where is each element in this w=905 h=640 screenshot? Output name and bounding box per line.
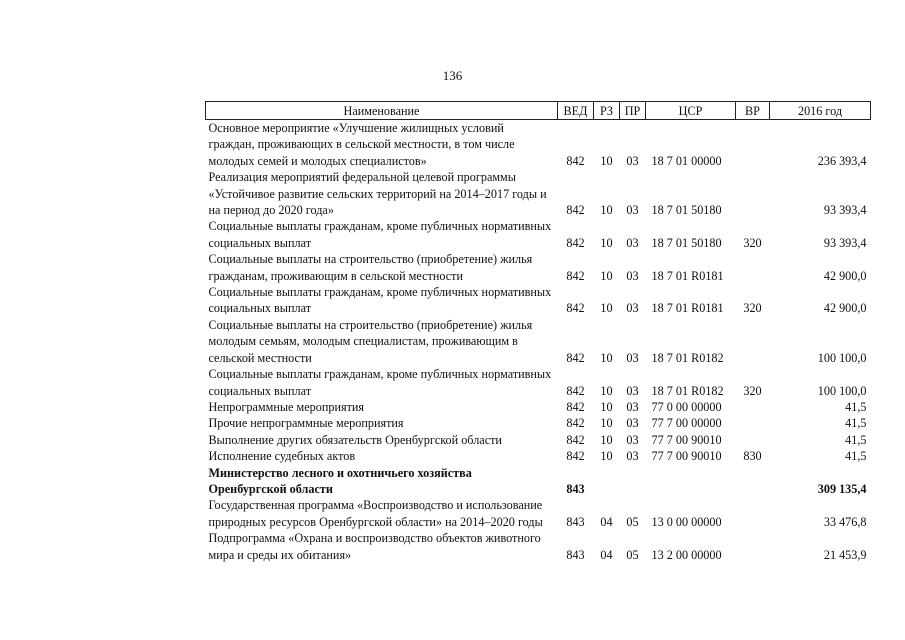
cell-vr bbox=[736, 415, 770, 431]
cell-name: Прочие непрограммные мероприятия bbox=[208, 416, 404, 431]
cell-rz: 10 bbox=[600, 383, 613, 398]
cell-rz: 04 bbox=[600, 547, 613, 562]
cell-pr: 03 bbox=[626, 235, 639, 250]
cell-rz: 10 bbox=[600, 449, 613, 464]
cell-pr: 03 bbox=[626, 350, 639, 365]
table-row bbox=[206, 399, 871, 415]
cell-vr bbox=[736, 530, 770, 563]
cell-name: Социальные выплаты на строительство (приобретение) жилья молодым семьям, молодым специалистам, проживающим в сельской местности bbox=[208, 317, 533, 365]
cell-rz: 10 bbox=[600, 235, 613, 250]
cell-ved: 842 bbox=[566, 449, 585, 464]
table-row bbox=[206, 415, 871, 431]
cell-csr bbox=[646, 465, 736, 498]
cell-ved: 842 bbox=[566, 383, 585, 398]
table-row bbox=[206, 465, 871, 498]
cell-name: Непрограммные мероприятия bbox=[208, 399, 365, 414]
table-row bbox=[206, 448, 871, 464]
cell-csr: 13 2 00 00000 bbox=[651, 547, 722, 562]
cell-name: Социальные выплаты гражданам, кроме публичных нормативных социальных выплат bbox=[208, 285, 552, 316]
cell-ved: 842 bbox=[566, 432, 585, 447]
cell-csr: 18 7 01 R0182 bbox=[651, 383, 724, 398]
cell-vr bbox=[736, 497, 770, 530]
cell-ved: 842 bbox=[566, 301, 585, 316]
cell-csr: 18 7 01 R0181 bbox=[651, 301, 724, 316]
cell-sum: 309 135,4 bbox=[817, 481, 867, 496]
cell-pr: 03 bbox=[626, 268, 639, 283]
header-year: 2016 год bbox=[770, 102, 871, 120]
cell-sum: 41,5 bbox=[845, 432, 867, 447]
cell-vr bbox=[736, 120, 770, 170]
cell-sum: 33 476,8 bbox=[823, 514, 867, 529]
header-ved: ВЕД bbox=[558, 102, 594, 120]
cell-csr: 18 7 01 R0182 bbox=[651, 350, 724, 365]
table-row bbox=[206, 251, 871, 284]
cell-ved: 842 bbox=[566, 350, 585, 365]
cell-csr: 18 7 01 50180 bbox=[651, 235, 722, 250]
table-row bbox=[206, 120, 871, 170]
cell-vr bbox=[736, 169, 770, 218]
cell-sum: 100 100,0 bbox=[817, 383, 867, 398]
cell-csr: 77 7 00 00000 bbox=[651, 416, 722, 431]
cell-ved: 842 bbox=[566, 416, 585, 431]
cell-rz: 10 bbox=[600, 350, 613, 365]
header-pr: ПР bbox=[620, 102, 646, 120]
cell-sum: 93 393,4 bbox=[823, 235, 867, 250]
table-row bbox=[206, 432, 871, 448]
cell-rz: 10 bbox=[600, 153, 613, 168]
cell-rz: 10 bbox=[600, 416, 613, 431]
cell-rz bbox=[594, 465, 620, 498]
cell-ved: 842 bbox=[566, 235, 585, 250]
table-row bbox=[206, 366, 871, 399]
cell-rz: 10 bbox=[600, 203, 613, 218]
cell-pr: 03 bbox=[626, 416, 639, 431]
cell-csr: 77 7 00 90010 bbox=[651, 449, 722, 464]
table-row bbox=[206, 530, 871, 563]
cell-ved: 842 bbox=[566, 153, 585, 168]
cell-sum: 93 393,4 bbox=[823, 203, 867, 218]
cell-ved: 842 bbox=[566, 268, 585, 283]
cell-rz: 10 bbox=[600, 432, 613, 447]
cell-pr: 03 bbox=[626, 449, 639, 464]
cell-ved: 843 bbox=[566, 547, 585, 562]
cell-vr bbox=[736, 399, 770, 415]
cell-csr: 77 7 00 90010 bbox=[651, 432, 722, 447]
cell-sum: 41,5 bbox=[845, 416, 867, 431]
cell-csr: 18 7 01 00000 bbox=[651, 153, 722, 168]
cell-ved: 842 bbox=[566, 399, 585, 414]
cell-csr: 77 0 00 00000 bbox=[651, 399, 722, 414]
cell-pr: 05 bbox=[626, 514, 639, 529]
cell-pr: 03 bbox=[626, 383, 639, 398]
header-vr: ВР bbox=[736, 102, 770, 120]
cell-ved: 843 bbox=[566, 514, 585, 529]
table-row bbox=[206, 497, 871, 530]
cell-name: Социальные выплаты гражданам, кроме публичных нормативных социальных выплат bbox=[208, 219, 552, 250]
cell-rz: 10 bbox=[600, 301, 613, 316]
cell-sum: 42 900,0 bbox=[823, 301, 867, 316]
cell-vr bbox=[736, 432, 770, 448]
cell-vr: 320 bbox=[743, 235, 762, 250]
table-row bbox=[206, 284, 871, 317]
cell-sum: 41,5 bbox=[845, 399, 867, 414]
table-body bbox=[206, 120, 871, 563]
cell-sum: 100 100,0 bbox=[817, 350, 867, 365]
cell-sum: 236 393,4 bbox=[817, 153, 867, 168]
budget-table bbox=[205, 101, 871, 563]
cell-rz: 10 bbox=[600, 399, 613, 414]
cell-vr: 320 bbox=[743, 383, 762, 398]
table-header bbox=[206, 102, 871, 120]
page-number: 136 bbox=[442, 68, 463, 83]
cell-pr: 03 bbox=[626, 301, 639, 316]
cell-name: Социальные выплаты на строительство (приобретение) жилья гражданам, проживающим в сельской местности bbox=[208, 252, 533, 283]
cell-csr: 13 0 00 00000 bbox=[651, 514, 722, 529]
header-rz: РЗ bbox=[594, 102, 620, 120]
header-name: Наименование bbox=[206, 102, 558, 120]
cell-sum: 21 453,9 bbox=[823, 547, 867, 562]
cell-csr: 18 7 01 50180 bbox=[651, 203, 722, 218]
cell-pr: 03 bbox=[626, 203, 639, 218]
cell-rz: 04 bbox=[600, 514, 613, 529]
table-row bbox=[206, 169, 871, 218]
cell-name: Выполнение других обязательств Оренбургской области bbox=[208, 432, 502, 447]
cell-pr: 03 bbox=[626, 432, 639, 447]
cell-vr: 320 bbox=[743, 301, 762, 316]
cell-ved: 842 bbox=[566, 203, 585, 218]
cell-vr bbox=[736, 251, 770, 284]
cell-vr: 830 bbox=[743, 449, 762, 464]
cell-name: Государственная программа «Воспроизводство и использование природных ресурсов Оренбургской области» на 2014–2020 годы bbox=[208, 498, 543, 529]
cell-name: Министерство лесного и охотничьего хозяйства Оренбургской области bbox=[208, 465, 472, 496]
cell-rz: 10 bbox=[600, 268, 613, 283]
cell-pr: 05 bbox=[626, 547, 639, 562]
header-csr: ЦСР bbox=[646, 102, 736, 120]
cell-name: Социальные выплаты гражданам, кроме публичных нормативных социальных выплат bbox=[208, 367, 552, 398]
table-row bbox=[206, 317, 871, 366]
cell-sum: 41,5 bbox=[845, 449, 867, 464]
cell-pr: 03 bbox=[626, 153, 639, 168]
cell-name: Реализация мероприятий федеральной целевой программы «Устойчивое развитие сельских территорий на 2014–2017 годы и на период до 2020 года» bbox=[208, 170, 547, 218]
cell-vr bbox=[736, 317, 770, 366]
cell-name: Основное мероприятие «Улучшение жилищных условий граждан, проживающих в сельской местности, в том числе молодых семей и молодых специалистов» bbox=[208, 121, 515, 168]
cell-vr bbox=[736, 465, 770, 498]
cell-csr: 18 7 01 R0181 bbox=[651, 268, 724, 283]
cell-ved: 843 bbox=[566, 481, 585, 496]
cell-name: Подпрограмма «Охрана и воспроизводство объектов животного мира и среды их обитания» bbox=[208, 531, 541, 562]
table-row bbox=[206, 218, 871, 251]
cell-pr: 03 bbox=[626, 399, 639, 414]
cell-pr bbox=[620, 465, 646, 498]
cell-name: Исполнение судебных актов bbox=[208, 449, 356, 464]
cell-sum: 42 900,0 bbox=[823, 268, 867, 283]
